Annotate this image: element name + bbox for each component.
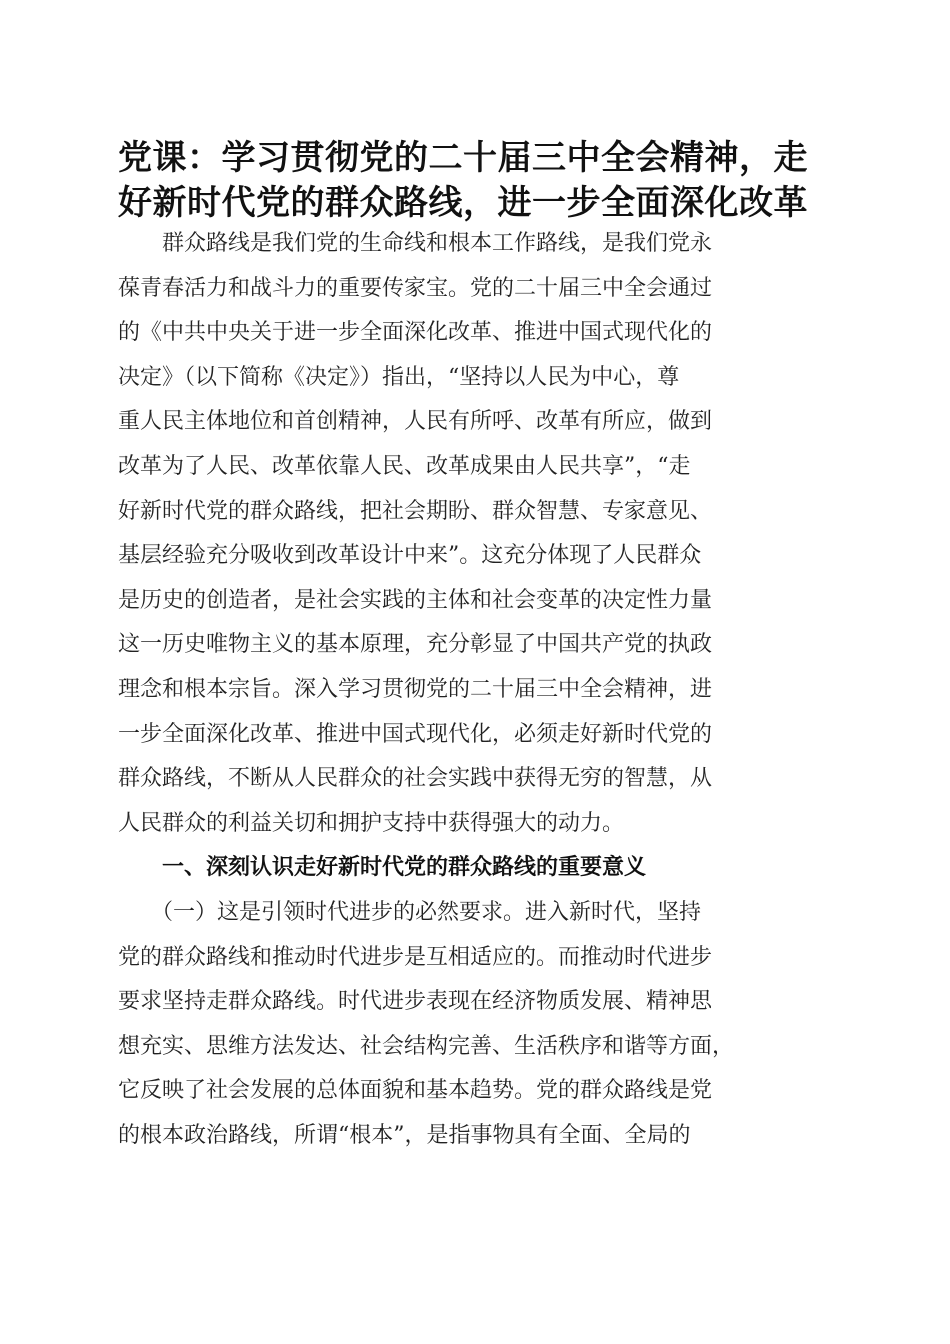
title-line-1: 党课：学习贯彻党的二十届三中全会精神，走 xyxy=(118,138,808,178)
body-line: 一步全面深化改革、推进中国式现代化，必须走好新时代党的 xyxy=(118,721,713,747)
body-line: 群众路线，不断从人民群众的社会实践中获得无穷的智慧，从 xyxy=(118,766,713,792)
body-line: 重人民主体地位和首创精神，人民有所呼、改革有所应，做到 xyxy=(118,409,713,435)
body-line: 是历史的创造者，是社会实践的主体和社会变革的决定性力量 xyxy=(118,587,713,613)
title-line-2: 好新时代党的群众路线，进一步全面深化改革 xyxy=(118,183,808,223)
section-line: 想充实、思维方法发达、社会结构完善、生活秩序和谐等方面， xyxy=(118,1033,735,1059)
body-line: 群众路线是我们党的生命线和根本工作路线，是我们党永 xyxy=(118,231,713,256)
body-line: 这一历史唯物主义的基本原理，充分彰显了中国共产党的执政 xyxy=(118,632,713,658)
document-title xyxy=(118,136,838,226)
body-line: 改革为了人民、改革依靠人民、改革成果由人民共享”，“走 xyxy=(118,453,691,479)
body-line: 基层经验充分吸收到改革设计中来”。这充分体现了人民群众 xyxy=(118,543,702,569)
section-line: （一）这是引领时代进步的必然要求。进入新时代，坚持 xyxy=(118,899,702,925)
section-line: 它反映了社会发展的总体面貌和基本趋势。党的群众路线是党 xyxy=(118,1078,713,1104)
body-line: 好新时代党的群众路线，把社会期盼、群众智慧、专家意见、 xyxy=(118,498,713,524)
section-line: 的根本政治路线，所谓“根本”，是指事物具有全面、全局的 xyxy=(118,1122,691,1148)
body-line: 葆青春活力和战斗力的重要传家宝。党的二十届三中全会通过 xyxy=(118,275,713,301)
body-line: 的《中共中央关于进一步全面深化改革、推进中国式现代化的 xyxy=(118,320,713,346)
body-line: 决定》（以下简称《决定》）指出，“坚持以人民为中心，尊 xyxy=(118,364,680,390)
body-line: 理念和根本宗旨。深入学习贯彻党的二十届三中全会精神，进 xyxy=(118,676,713,702)
section-heading: 一、深刻认识走好新时代党的群众路线的重要意义 xyxy=(118,855,647,881)
document-body xyxy=(118,222,838,1158)
section-line: 党的群众路线和推动时代进步是互相适应的。而推动时代进步 xyxy=(118,944,713,970)
body-line: 人民群众的利益关切和拥护支持中获得强大的动力。 xyxy=(118,810,625,836)
section-line: 要求坚持走群众路线。时代进步表现在经济物质发展、精神思 xyxy=(118,989,713,1015)
